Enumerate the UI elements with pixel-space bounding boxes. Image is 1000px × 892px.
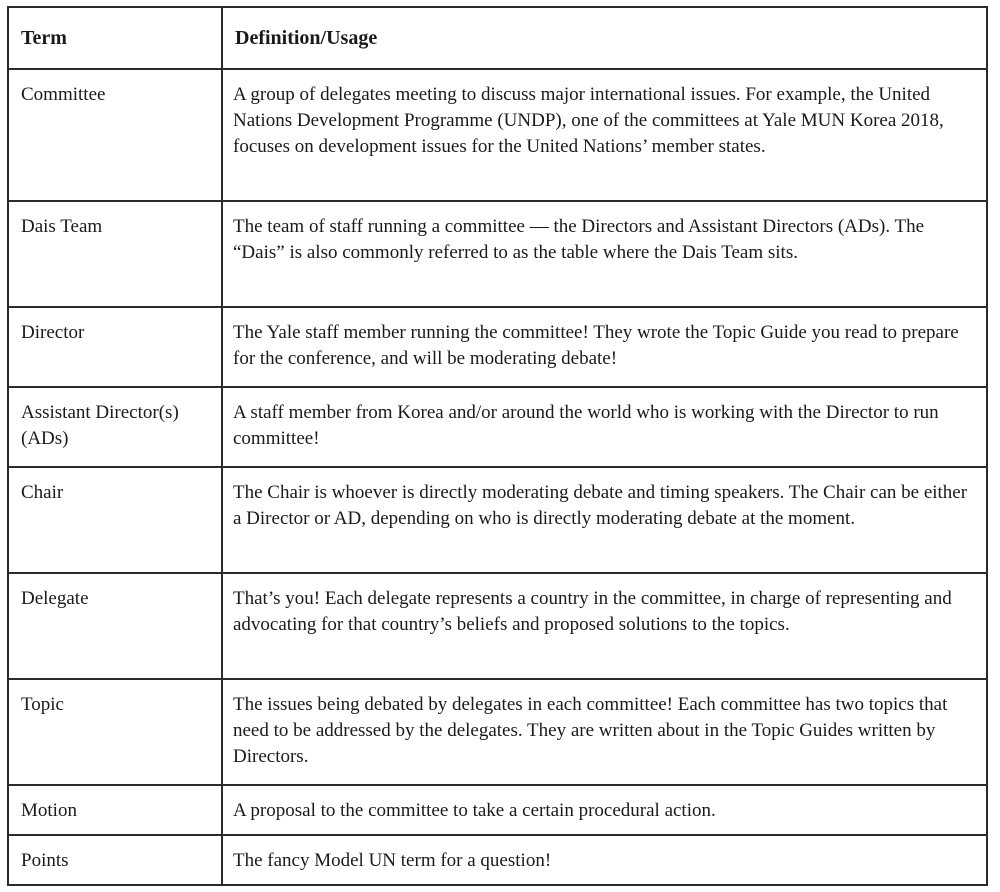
- term-cell: Chair: [8, 467, 222, 573]
- table-row: [8, 785, 987, 835]
- table-row: [8, 387, 987, 467]
- table-header: [8, 7, 987, 69]
- table-row: [8, 679, 987, 785]
- definition-cell: The Chair is whoever is directly moderating debate and timing speakers. The Chair can be either a Director or AD, depending on who is directly moderating debate at the moment.: [222, 467, 987, 573]
- table-row: [8, 307, 987, 387]
- definition-cell: The Yale staff member running the committee! They wrote the Topic Guide you read to prepare for the conference, and will be moderating debate!: [222, 307, 987, 387]
- term-cell: Topic: [8, 679, 222, 785]
- definition-cell: A group of delegates meeting to discuss major international issues. For example, the United Nations Development Programme (UNDP), one of the committees at Yale MUN Korea 2018, focuses on development issues for the United Nations’ member states.: [222, 69, 987, 201]
- term-cell: Assistant Director(s) (ADs): [8, 387, 222, 467]
- term-cell: Director: [8, 307, 222, 387]
- definition-cell: A staff member from Korea and/or around the world who is working with the Director to run committee!: [222, 387, 987, 467]
- term-cell: Motion: [8, 785, 222, 835]
- definition-column-header: Definition/Usage: [222, 7, 987, 69]
- term-cell: Committee: [8, 69, 222, 201]
- definition-cell: The fancy Model UN term for a question!: [222, 835, 987, 885]
- table-body: [8, 69, 987, 885]
- table-row: [8, 573, 987, 679]
- term-cell: Delegate: [8, 573, 222, 679]
- glossary-table: [7, 6, 988, 886]
- definition-cell: A proposal to the committee to take a certain procedural action.: [222, 785, 987, 835]
- definition-cell: The team of staff running a committee — the Directors and Assistant Directors (ADs). The “Dais” is also commonly referred to as the table where the Dais Team sits.: [222, 201, 987, 307]
- definition-cell: That’s you! Each delegate represents a country in the committee, in charge of representing and advocating for that country’s beliefs and proposed solutions to the topics.: [222, 573, 987, 679]
- table-row: [8, 835, 987, 885]
- header-row: [8, 7, 987, 69]
- table-row: [8, 69, 987, 201]
- table-row: [8, 467, 987, 573]
- term-column-header: Term: [8, 7, 222, 69]
- table-row: [8, 201, 987, 307]
- term-cell: Dais Team: [8, 201, 222, 307]
- term-cell: Points: [8, 835, 222, 885]
- definition-cell: The issues being debated by delegates in each committee! Each committee has two topics that need to be addressed by the delegates. They are written about in the Topic Guides written by Directors.: [222, 679, 987, 785]
